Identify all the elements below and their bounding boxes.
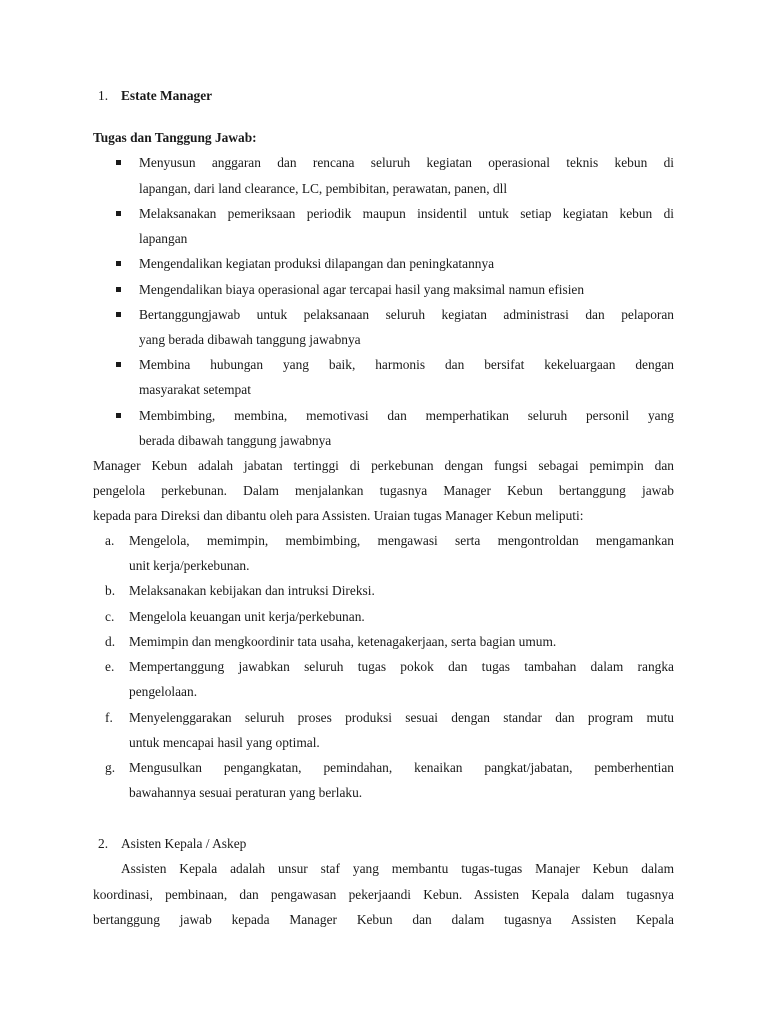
bullet-text: Menyusun anggaran dan rencana seluruh kegiatan operasional teknis kebun di: [139, 155, 674, 170]
bullet-text-cont: lapangan, dari land clearance, LC, pembibitan, perawatan, panen, dll: [139, 181, 508, 196]
bullet-square-icon: [116, 261, 121, 266]
bullet-text: Melaksanakan pemeriksaan periodik maupun insidentil untuk setiap kegiatan kebun di: [139, 206, 674, 221]
bullet-square-icon: [116, 211, 121, 216]
bullet-square-icon: [116, 312, 121, 317]
bullet-text: Membimbing, membina, memotivasi dan memperhatikan seluruh personil yang: [139, 408, 674, 423]
paragraph-line: koordinasi, pembinaan, dan pengawasan pekerjaandi Kebun. Assisten Kepala dalam tugasnya: [93, 887, 674, 902]
bullet-text: Membina hubungan yang baik, harmonis dan bersifat kekeluargaan dengan: [139, 357, 674, 372]
list-item-text: Memimpin dan mengkoordinir tata usaha, ketenagakerjaan, serta bagian umum.: [129, 634, 557, 649]
paragraph-line: kepada para Direksi dan dibantu oleh para Assisten. Uraian tugas Manager Kebun meliputi:: [93, 508, 584, 523]
list-letter: a.: [105, 533, 115, 548]
list-letter: c.: [105, 609, 115, 624]
list-letter: e.: [105, 659, 115, 674]
list-item-text: Mengelola keuangan unit kerja/perkebunan.: [129, 609, 365, 624]
section-title: Estate Manager: [121, 88, 213, 103]
paragraph-line: bertanggung jawab kepada Manager Kebun dan dalam tugasnya Assisten Kepala: [93, 912, 674, 927]
list-letter: b.: [105, 583, 116, 598]
list-item-text: Menyelenggarakan seluruh proses produksi sesuai dengan standar dan program mutu: [129, 710, 674, 725]
list-item-text-cont: unit kerja/perkebunan.: [129, 558, 250, 573]
bullet-square-icon: [116, 287, 121, 292]
bullet-text-cont: yang berada dibawah tanggung jawabnya: [139, 332, 361, 347]
paragraph-line: pengelola perkebunan. Dalam menjalankan tugasnya Manager Kebun bertanggung jawab: [93, 483, 674, 498]
list-item-text-cont: pengelolaan.: [129, 684, 198, 699]
section-number: 2.: [98, 836, 109, 851]
list-item-text: Mengelola, memimpin, membimbing, mengawasi serta mengontroldan mengamankan: [129, 533, 674, 548]
section-title: Asisten Kepala / Askep: [121, 836, 247, 851]
list-letter: f.: [105, 710, 113, 725]
list-letter: d.: [105, 634, 116, 649]
bullet-text-cont: lapangan: [139, 231, 188, 246]
list-letter: g.: [105, 760, 116, 775]
bullet-text: Bertanggungjawab untuk pelaksanaan seluruh kegiatan administrasi dan pelaporan: [139, 307, 674, 322]
bullet-square-icon: [116, 362, 121, 367]
list-item-text-cont: untuk mencapai hasil yang optimal.: [129, 735, 320, 750]
list-item-text-cont: bawahannya sesuai peraturan yang berlaku.: [129, 785, 363, 800]
duties-heading: Tugas dan Tanggung Jawab:: [93, 130, 257, 145]
list-item-text: Mengusulkan pengangkatan, pemindahan, kenaikan pangkat/jabatan, pemberhentian: [129, 760, 674, 775]
list-item-text: Melaksanakan kebijakan dan intruksi Direksi.: [129, 583, 375, 598]
paragraph-line: Assisten Kepala adalah unsur staf yang membantu tugas-tugas Manajer Kebun dalam: [121, 861, 674, 876]
bullet-text-cont: masyarakat setempat: [139, 382, 251, 397]
list-item-text: Mempertanggung jawabkan seluruh tugas pokok dan tugas tambahan dalam rangka: [129, 659, 674, 674]
bullet-text-cont: berada dibawah tanggung jawabnya: [139, 433, 332, 448]
bullet-text: Mengendalikan kegiatan produksi dilapangan dan peningkatannya: [139, 256, 495, 271]
bullet-text: Mengendalikan biaya operasional agar tercapai hasil yang maksimal namun efisien: [139, 282, 585, 297]
paragraph-line: Manager Kebun adalah jabatan tertinggi di perkebunan dengan fungsi sebagai pemimpin dan: [93, 458, 674, 473]
section-number: 1.: [98, 88, 109, 103]
bullet-square-icon: [116, 160, 121, 165]
bullet-square-icon: [116, 413, 121, 418]
